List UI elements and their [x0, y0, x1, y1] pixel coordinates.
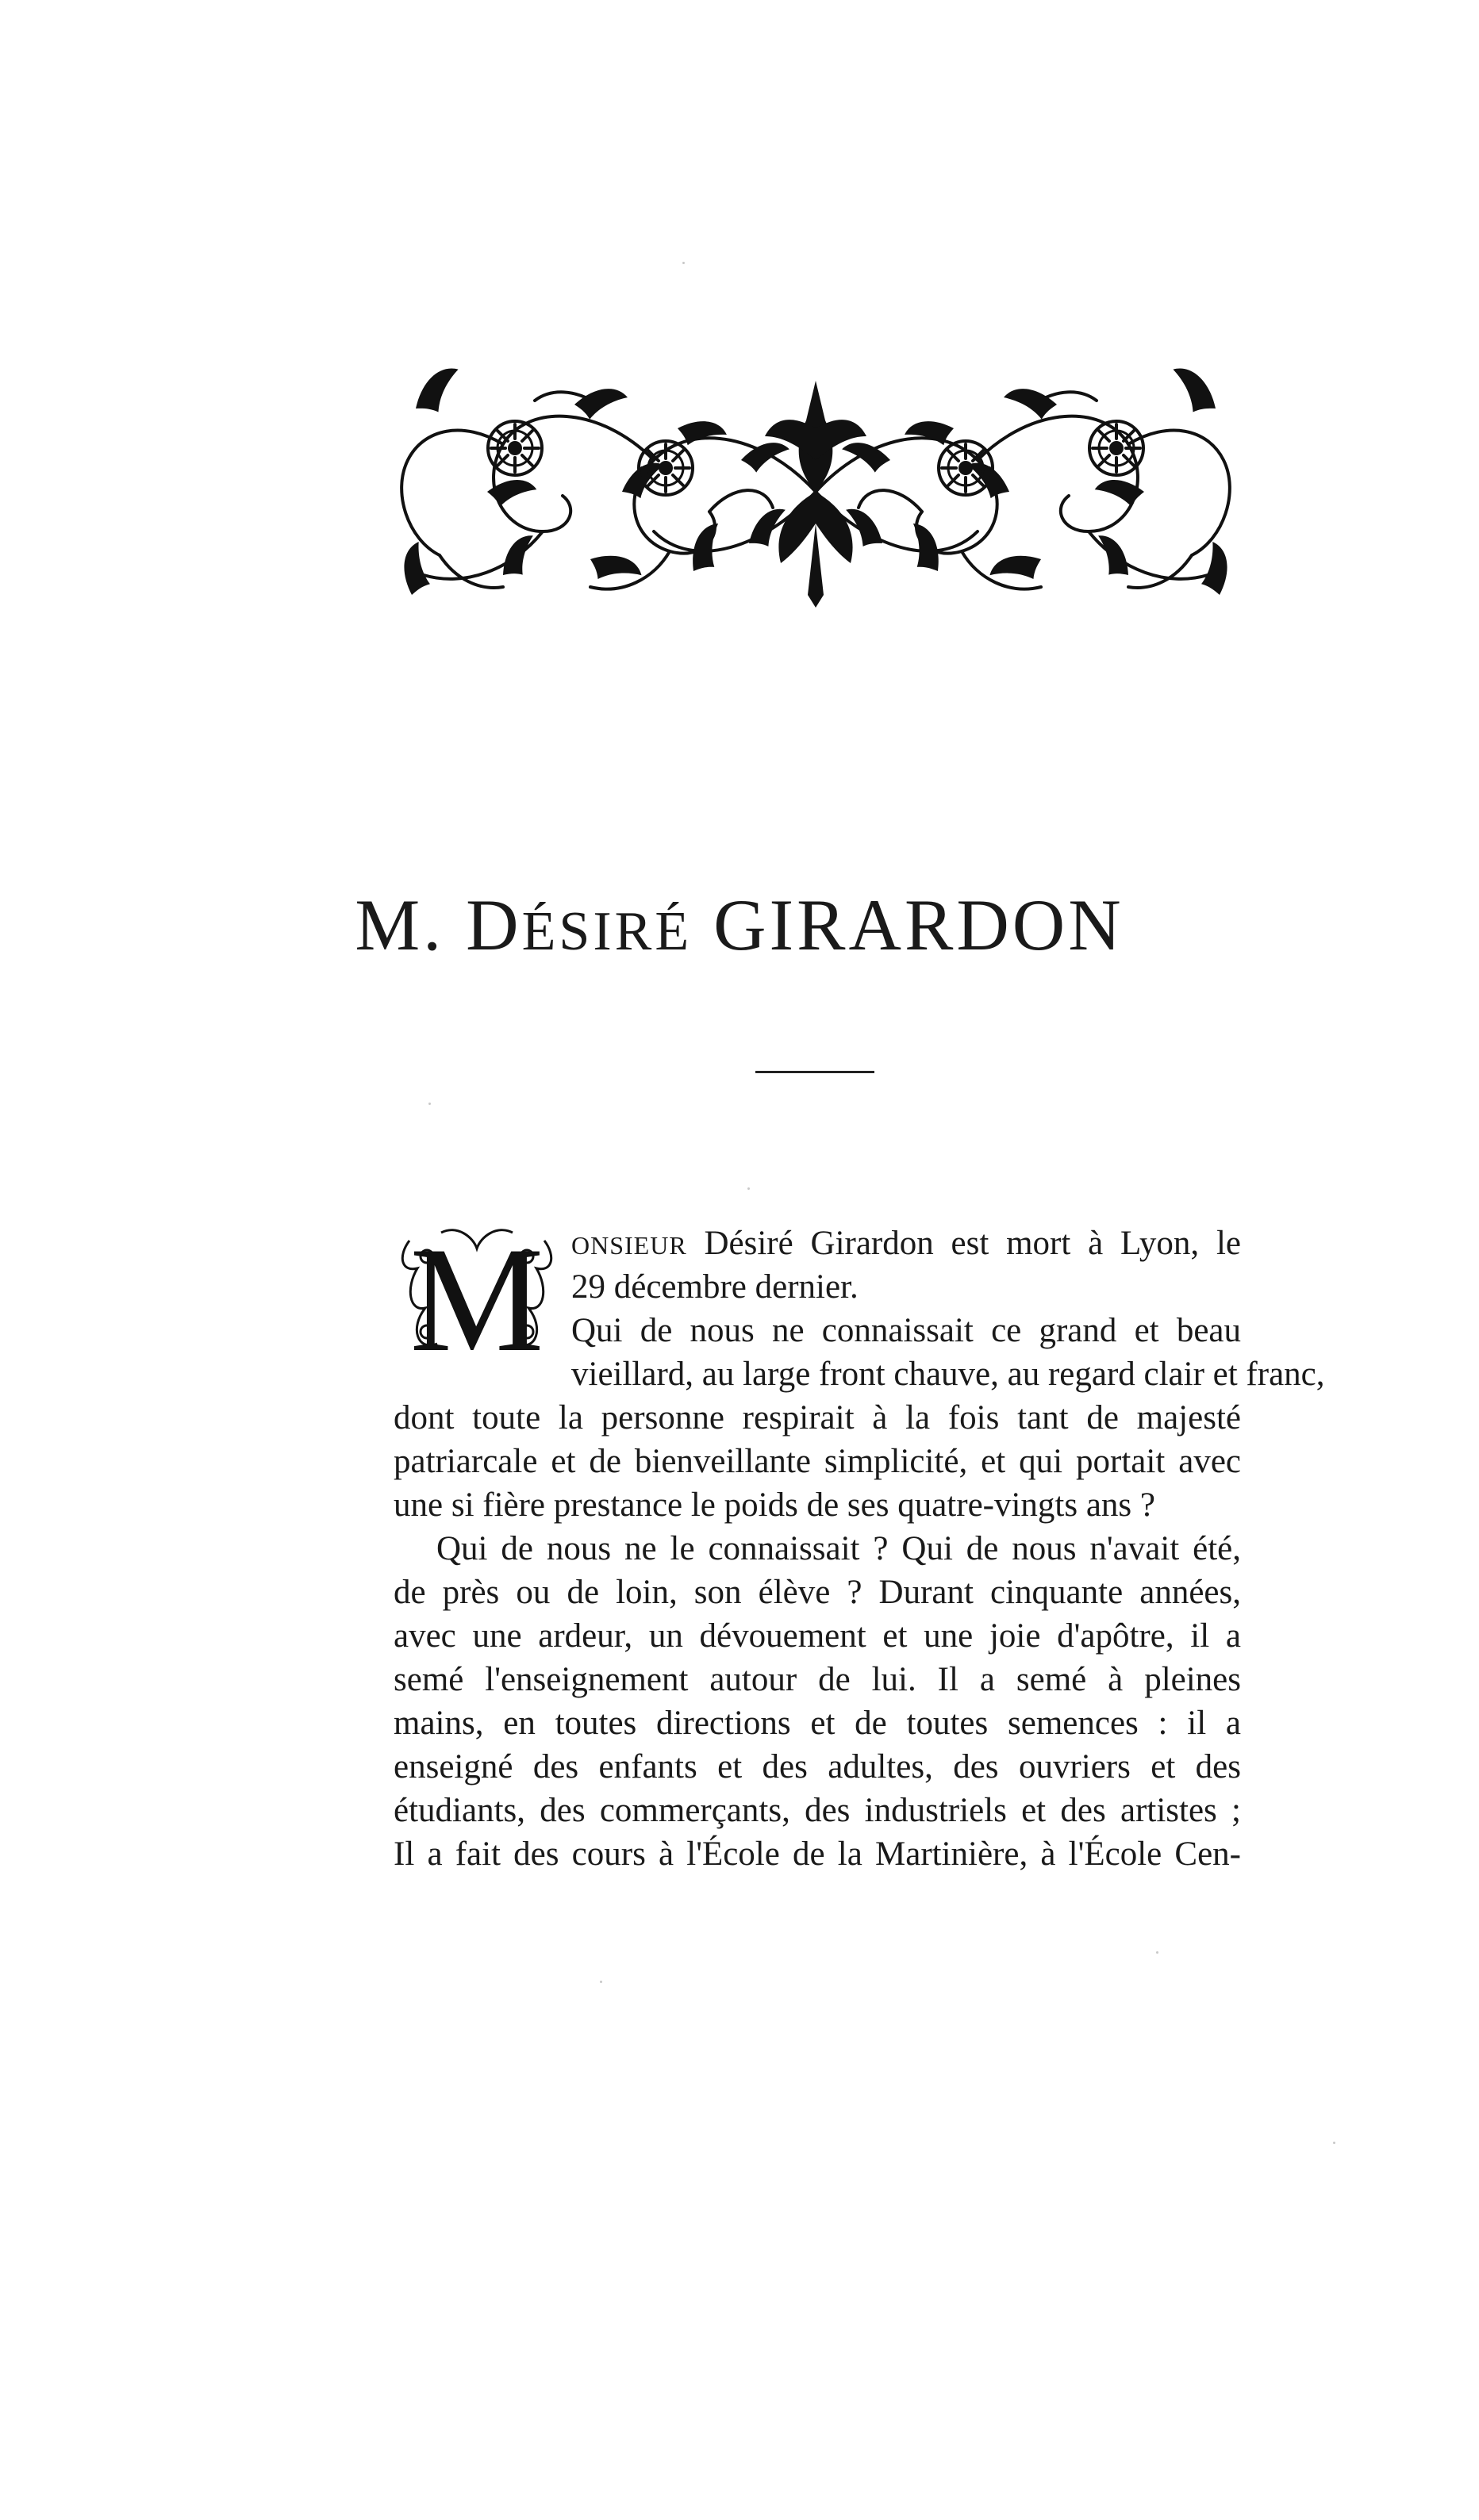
text-line: Qui de nous ne le connaissait ? Qui de nous n'avait été,	[436, 1530, 1241, 1567]
article-body	[394, 1217, 1325, 1876]
first-word-smallcaps: ONSIEUR	[571, 1231, 687, 1260]
text-line: 29 décembre dernier.	[571, 1268, 859, 1306]
text-line: avec une ardeur, un dévouement et une joie d'apôtre, il a	[394, 1617, 1241, 1655]
text-line: enseigné des enfants et des adultes, des ouvriers et des	[394, 1748, 1241, 1785]
title-first-initial: D	[466, 884, 522, 965]
page-title	[0, 884, 1479, 965]
ornate-dropcap	[394, 1217, 560, 1383]
text-line: de près ou de loin, son élève ? Durant cinquante années,	[394, 1574, 1241, 1611]
text-line: étudiants, des commerçants, des industriels et des artistes ;	[394, 1792, 1241, 1829]
paper-speck	[1333, 2142, 1335, 2144]
title-prefix: M.	[355, 884, 445, 965]
text-line: patriarcale et de bienveillante simplicité, et qui portait avec	[394, 1443, 1241, 1480]
paper-speck	[682, 262, 685, 264]
paper-speck	[1156, 1951, 1158, 1954]
text-line: mains, en toutes directions et de toutes semences : il a	[394, 1705, 1241, 1742]
text-line: une si fière prestance le poids de ses quatre-vingts ans ?	[394, 1486, 1156, 1524]
text-line: dont toute la personne respirait à la fois tant de majesté	[394, 1399, 1241, 1436]
text-line: Qui de nous ne connaissait ce grand et beau	[571, 1312, 1241, 1349]
text-line: semé l'enseignement autour de lui. Il a semé à pleines	[394, 1661, 1241, 1698]
title-surname: GIRARDON	[713, 884, 1124, 965]
text-line: Il a fait des cours à l'École de la Martinière, à l'École Cen-	[394, 1835, 1241, 1873]
paper-speck	[600, 1981, 602, 1983]
line-text: Désiré Girardon est mort à Lyon, le	[704, 1225, 1241, 1262]
text-line: vieillard, au large front chauve, au regard clair et franc,	[571, 1356, 1325, 1393]
title-first-rest: ÉSIRÉ	[521, 901, 693, 962]
title-divider	[755, 1071, 874, 1073]
paper-speck	[747, 1187, 750, 1190]
paper-speck	[428, 1103, 431, 1105]
dropcap-letter: M	[409, 1217, 544, 1383]
floral-header-ornament	[392, 373, 1239, 611]
